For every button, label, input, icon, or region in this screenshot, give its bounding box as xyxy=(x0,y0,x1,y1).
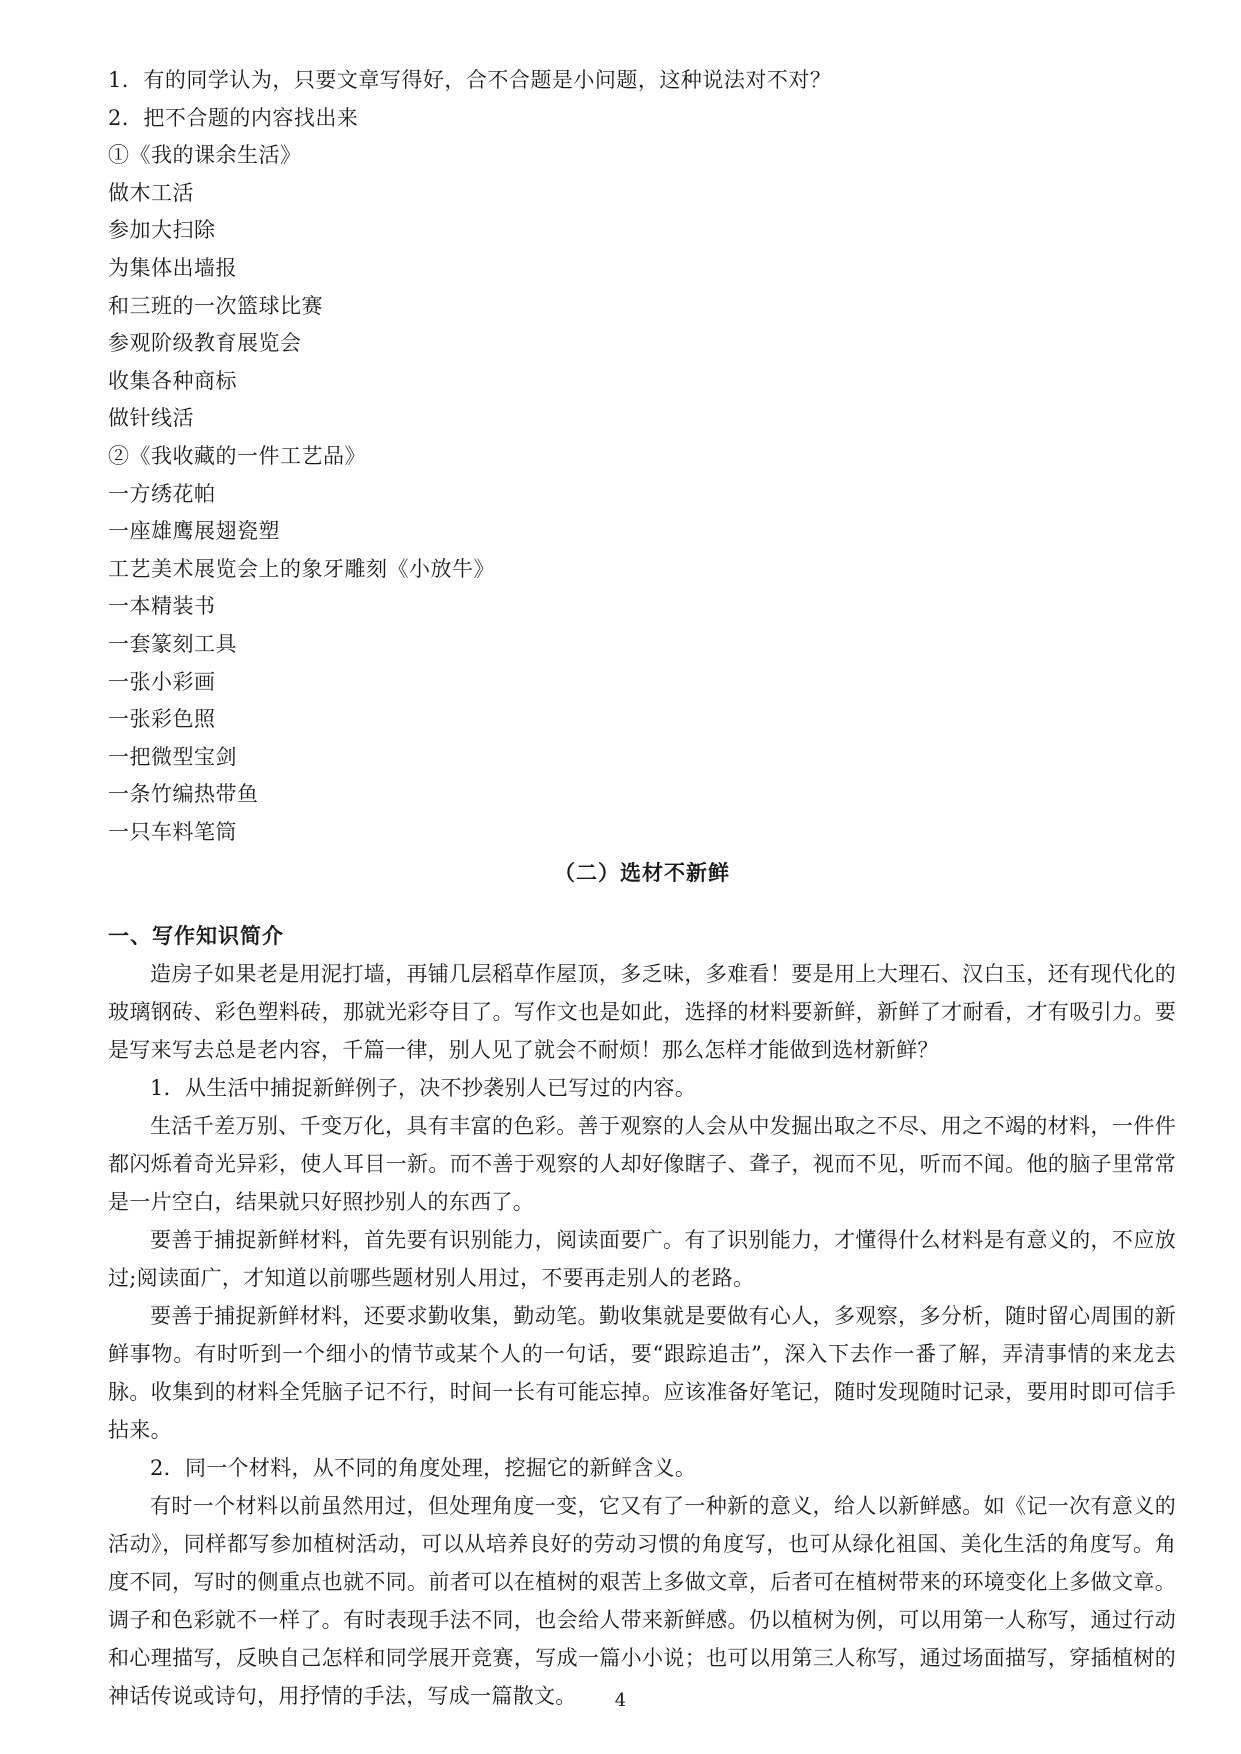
list-item: 和三班的一次篮球比赛 xyxy=(108,293,323,318)
list-item: 为集体出墙报 xyxy=(108,255,237,280)
paragraph: 有时一个材料以前虽然用过，但处理角度一变，它又有了一种新的意义，给人以新鲜感。如《记一次有意义的活动》，同样都写参加植树活动，可以从培养良好的劳动习惯的角度写，也可从绿化祖国、美化生活的角度写。角度不同，写时的侧重点也就不同。前者可以在植树的艰苦上多做文章，后者可在植树带来的环境变化上多做文章。调子和色彩就不一样了。有时表现手法不同，也会给人带来新鲜感。仍以植树为例，可以用第一人称写，通过行动和心理描写，反映自己怎样和同学展开竞赛，写成一篇小小说；也可以用第三人称写，通过场面描写，穿插植树的神话传说或诗句，用抒情的手法，写成一篇散文。 xyxy=(108,1494,1176,1709)
list-item: 一张小彩画 xyxy=(108,669,216,694)
paragraph: 生活千差万别、千变万化，具有丰富的色彩。善于观察的人会从中发掘出取之不尽、用之不竭的材料，一件件都闪烁着奇光异彩，使人耳目一新。而不善于观察的人却好像瞎子、聋子，视而不见，听而不闻。他的脑子里常常是一片空白，结果就只好照抄别人的东西了。 xyxy=(108,1114,1176,1215)
list-1-title: ①《我的课余生活》 xyxy=(108,143,302,168)
list-item: 一套篆刻工具 xyxy=(108,631,237,656)
list-item: 工艺美术展览会上的象牙雕刻《小放牛》 xyxy=(108,556,495,581)
page-content xyxy=(108,62,1176,1715)
paragraph: 要善于捕捉新鲜材料，还要求勤收集，勤动笔。勤收集就是要做有心人，多观察，多分析，随时留心周围的新鲜事物。有时听到一个细小的情节或某个人的一句话，要“跟踪追击”，深入下去作一番了解，弄清事情的来龙去脉。收集到的材料全凭脑子记不行，时间一长有可能忘掉。应该准备好笔记，随时发现随时记录，要用时即可信手拈来。 xyxy=(108,1304,1176,1443)
question-2: 2．把不合题的内容找出来 xyxy=(108,105,359,130)
list-2-title: ②《我收藏的一件工艺品》 xyxy=(108,443,366,468)
list-item: 一条竹编热带鱼 xyxy=(108,782,259,807)
question-1: 1．有的同学认为，只要文章写得好，合不合题是小问题，这种说法对不对？ xyxy=(108,68,832,92)
list-item: 一座雄鹰展翅瓷塑 xyxy=(108,519,280,544)
page-number: 4 xyxy=(614,1690,627,1711)
paragraph: 1．从生活中捕捉新鲜例子，决不抄袭别人已写过的内容。 xyxy=(150,1076,697,1101)
paragraph: 要善于捕捉新鲜材料，首先要有识别能力，阅读面要广。有了识别能力，才懂得什么材料是有意义的，不应放过;阅读面广，才知道以前哪些题材别人用过，不要再走别人的老路。 xyxy=(108,1228,1176,1291)
list-item: 一本精装书 xyxy=(108,594,216,619)
list-item: 做针线活 xyxy=(108,406,194,431)
list-item: 收集各种商标 xyxy=(108,368,237,393)
section-title: （二）选材不新鲜 xyxy=(554,860,730,886)
list-item: 一只车料笔筒 xyxy=(108,819,237,844)
list-item: 做木工活 xyxy=(108,180,194,205)
paragraph: 造房子如果老是用泥打墙，再铺几层稻草作屋顶，多乏味，多难看！要是用上大理石、汉白玉，还有现代化的玻璃钢砖、彩色塑料砖，那就光彩夺目了。写作文也是如此，选择的材料要新鲜，新鲜了才耐看，才有吸引力。要是写来写去总是老内容，千篇一律，别人见了就会不耐烦！那么怎样才能做到选材新鲜？ xyxy=(108,962,1176,1063)
paragraph: 2．同一个材料，从不同的角度处理，挖掘它的新鲜含义。 xyxy=(150,1456,697,1481)
list-item: 一张彩色照 xyxy=(108,707,216,732)
section-heading: 一、写作知识简介 xyxy=(108,923,284,949)
list-item: 一方绣花帕 xyxy=(108,481,216,506)
list-item: 参加大扫除 xyxy=(108,218,216,243)
list-item: 参观阶级教育展览会 xyxy=(108,331,302,356)
list-item: 一把微型宝剑 xyxy=(108,744,237,769)
